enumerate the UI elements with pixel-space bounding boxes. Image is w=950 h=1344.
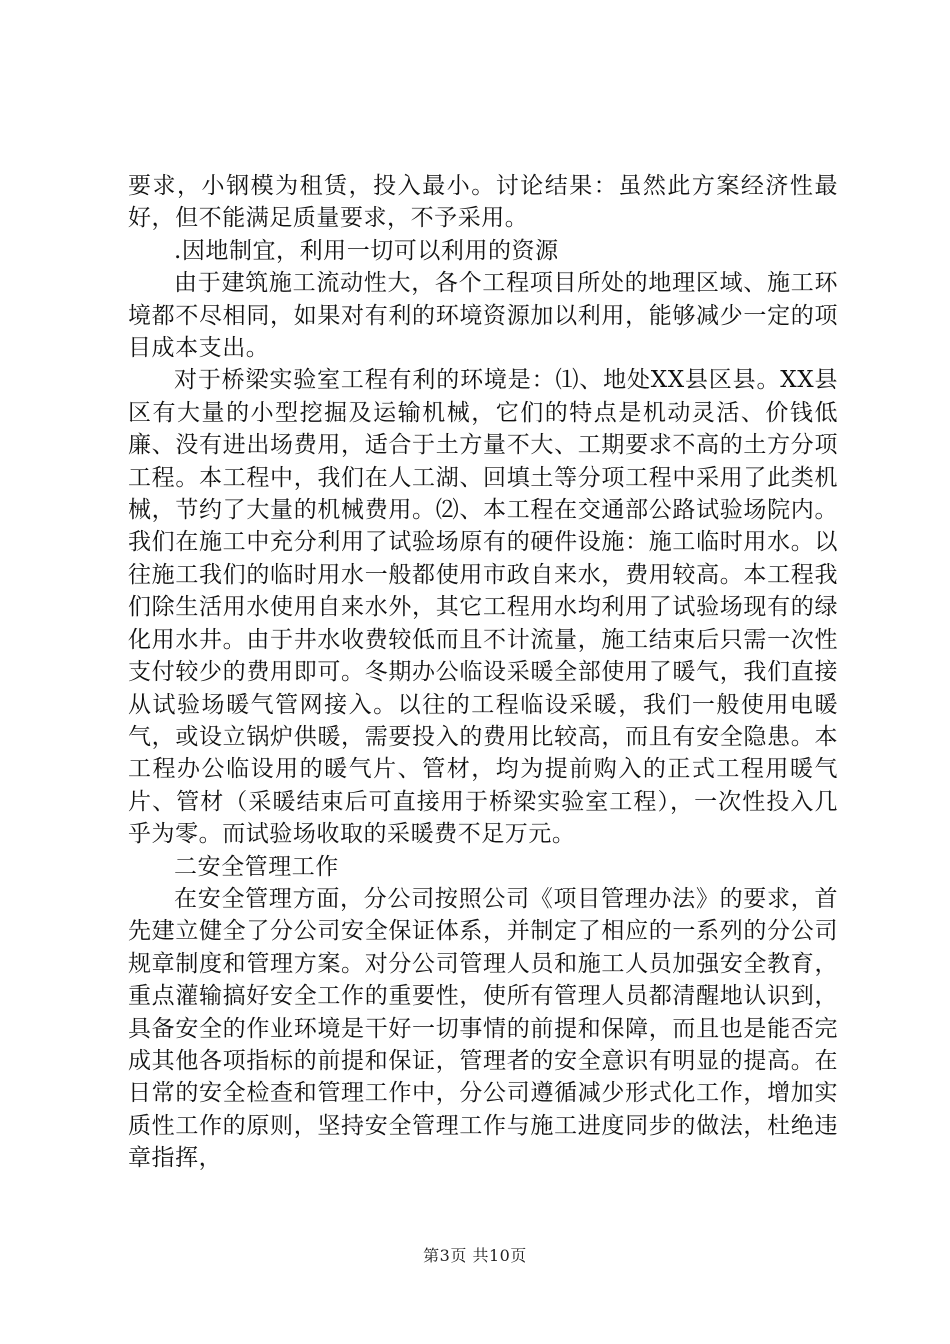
- section-heading: 二安全管理工作: [174, 853, 339, 880]
- paragraph-3: 由于建筑施工流动性大，各个工程项目所处的地理区域、施工环境都不尽相同，如果对有利的环境资源加以利用，能够减少一定的项目成本支出。: [128, 270, 838, 362]
- paragraph-4: 对于桥梁实验室工程有利的环境是：⑴、地处XX县区县。XX县区有大量的小型挖掘及运输机械，它们的特点是机动灵活、价钱低廉、没有进出场费用，适合于土方量不大、工期要求不高的土方分项工程。本工程中，我们在人工湖、回填土等分项工程中采用了此类机械，节约了大量的机械费用。⑵、本工程在交通部公路试验场院内。我们在施工中充分利用了试验场原有的硬件设施：施工临时用水。以往施工我们的临时用水一般都使用市政自来水，费用较高。本工程我们除生活用水使用自来水外，其它工程用水均利用了试验场现有的绿化用水井。由于井水收费较低而且不计流量，施工结束后只需一次性支付较少的费用即可。冬期办公临设采暖全部使用了暖气，我们直接从试验场暖气管网接入。以往的工程临设采暖，我们一般使用电暖气，或设立锅炉供暖，需要投入的费用比较高，而且有安全隐患。本工程办公临设用的暖气片、管材，均为提前购入的正式工程用暖气片、管材（采暖结束后可直接用于桥梁实验室工程），一次性投入几乎为零。而试验场收取的采暖费不足万元。: [128, 367, 838, 848]
- paragraph-6: 在安全管理方面，分公司按照公司《项目管理办法》的要求，首先建立健全了分公司安全保证体系，并制定了相应的一系列的分公司规章制度和管理方案。对分公司管理人员和施工人员加强安全教育，重点灌输搞好安全工作的重要性，使所有管理人员都清醒地认识到，具备安全的作业环境是干好一切事情的前提和保障，而且也是能否完成其他各项指标的前提和保证，管理者的安全意识有明显的提高。在日常的安全检查和管理工作中，分公司遵循减少形式化工作，增加实质性工作的原则，坚持安全管理工作与施工进度同步的做法，杜绝违章指挥，: [128, 885, 838, 1172]
- page-footer: 第3页 共10页: [423, 1246, 527, 1265]
- paragraph-1: 要求，小钢模为租赁，投入最小。讨论结果：虽然此方案经济性最好，但不能满足质量要求，不予采用。: [128, 173, 838, 232]
- body-text: [128, 170, 838, 1175]
- paragraph-2: .因地制宜，利用一切可以利用的资源: [174, 237, 559, 264]
